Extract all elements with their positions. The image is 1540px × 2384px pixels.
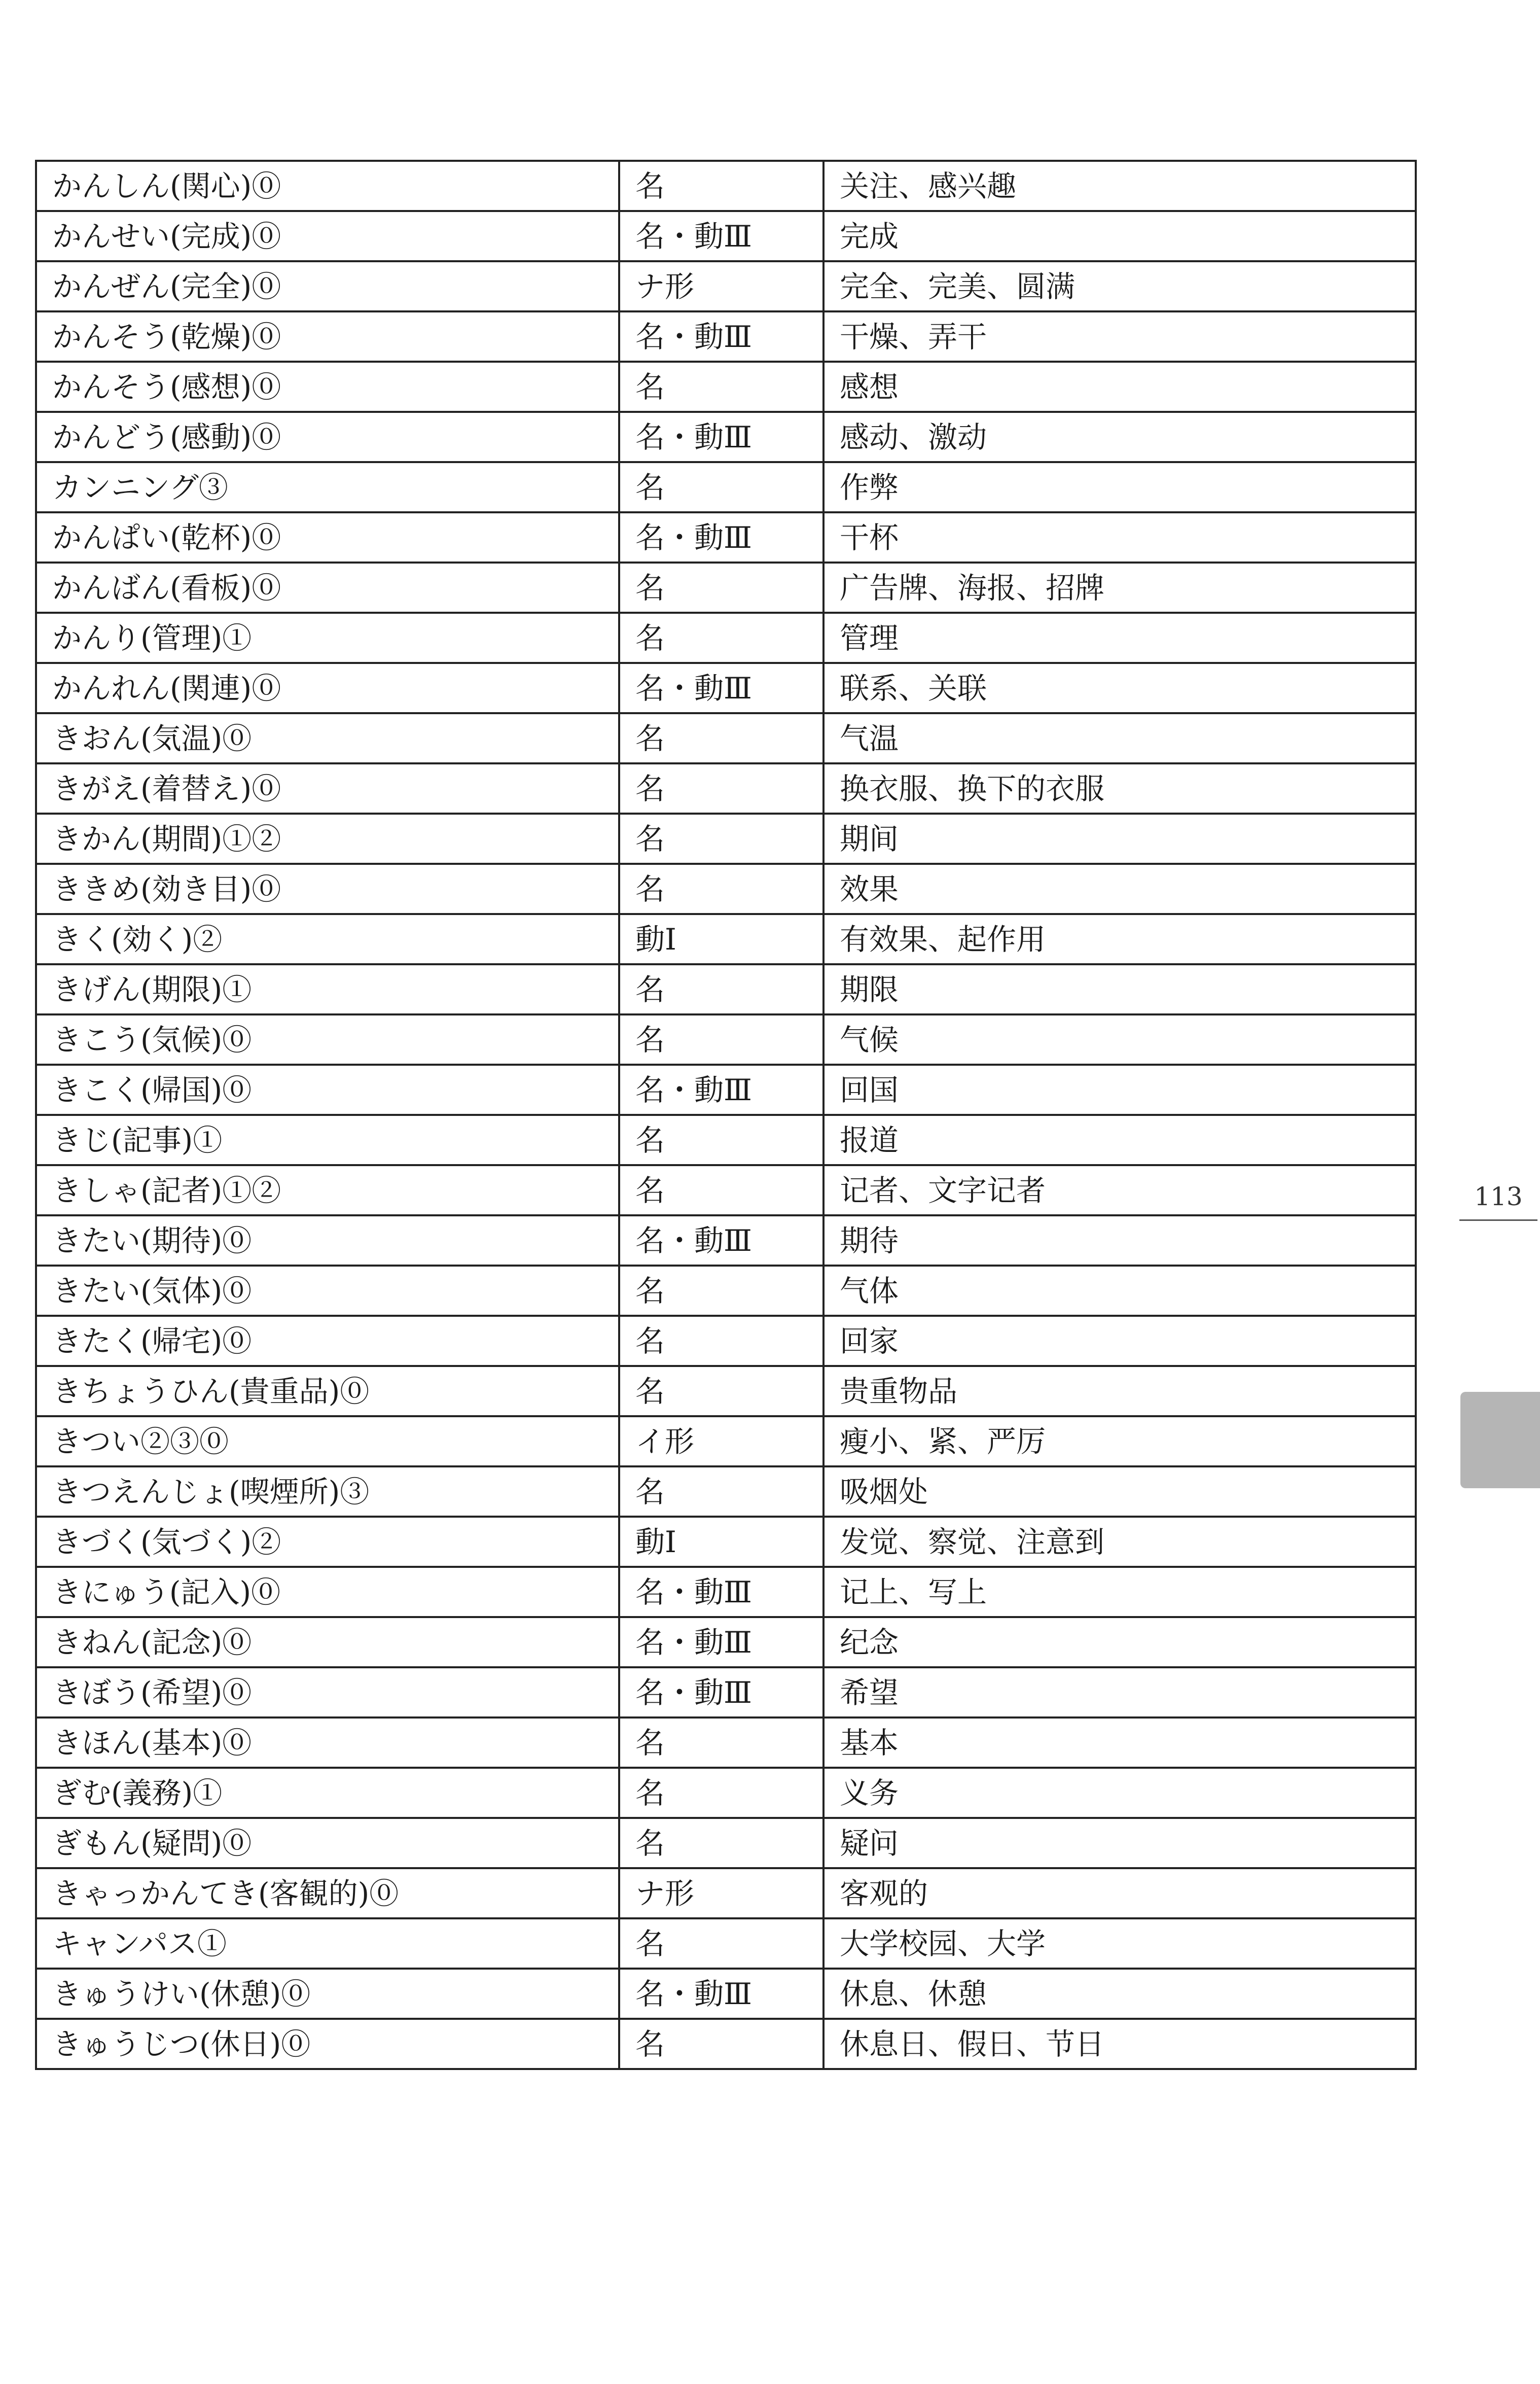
part-of-speech-cell: 名・動Ⅲ	[619, 512, 823, 563]
meaning-cell: 作弊	[823, 462, 1416, 512]
meaning-cell: 广告牌、海报、招牌	[823, 563, 1416, 613]
part-of-speech-cell: 名	[619, 814, 823, 864]
meaning-cell: 贵重物品	[823, 1366, 1416, 1416]
table-row	[36, 763, 1416, 814]
table-row	[36, 1617, 1416, 1667]
part-of-speech-cell: 名・動Ⅲ	[619, 412, 823, 462]
part-of-speech-cell: 名	[619, 763, 823, 814]
vocab-word-cell: きしゃ(記者)①②	[36, 1165, 619, 1215]
part-of-speech-cell: 名	[619, 1115, 823, 1165]
table-row	[36, 362, 1416, 412]
vocabulary-table-body	[36, 161, 1416, 2069]
meaning-cell: 发觉、察觉、注意到	[823, 1517, 1416, 1567]
part-of-speech-cell: 名	[619, 613, 823, 663]
part-of-speech-cell: 名・動Ⅲ	[619, 1065, 823, 1115]
part-of-speech-cell: 名	[619, 964, 823, 1014]
thumb-index-tab	[1460, 1392, 1540, 1488]
meaning-cell: 感想	[823, 362, 1416, 412]
vocab-word-cell: きほん(基本)⓪	[36, 1717, 619, 1768]
table-row	[36, 261, 1416, 311]
vocab-word-cell: きづく(気づく)②	[36, 1517, 619, 1567]
part-of-speech-cell: 名・動Ⅲ	[619, 1215, 823, 1266]
part-of-speech-cell: 動Ⅰ	[619, 1517, 823, 1567]
vocab-word-cell: きちょうひん(貴重品)⓪	[36, 1366, 619, 1416]
meaning-cell: 效果	[823, 864, 1416, 914]
part-of-speech-cell: 名・動Ⅲ	[619, 1969, 823, 2019]
meaning-cell: 感动、激动	[823, 412, 1416, 462]
table-row	[36, 1517, 1416, 1567]
vocab-word-cell: かんそう(感想)⓪	[36, 362, 619, 412]
vocab-word-cell: かんぱい(乾杯)⓪	[36, 512, 619, 563]
meaning-cell: 义务	[823, 1768, 1416, 1818]
vocab-word-cell: ぎむ(義務)①	[36, 1768, 619, 1818]
table-row	[36, 412, 1416, 462]
page-number-rule	[1459, 1219, 1537, 1221]
vocab-word-cell: ききめ(効き目)⓪	[36, 864, 619, 914]
table-row	[36, 462, 1416, 512]
vocab-word-cell: かんばん(看板)⓪	[36, 563, 619, 613]
table-row	[36, 512, 1416, 563]
vocab-word-cell: かんしん(関心)⓪	[36, 161, 619, 211]
vocab-word-cell: きく(効く)②	[36, 914, 619, 964]
part-of-speech-cell: ナ形	[619, 261, 823, 311]
vocab-word-cell: きにゅう(記入)⓪	[36, 1567, 619, 1617]
meaning-cell: 气体	[823, 1266, 1416, 1316]
meaning-cell: 期间	[823, 814, 1416, 864]
vocab-word-cell: かんせい(完成)⓪	[36, 211, 619, 261]
vocab-word-cell: きじ(記事)①	[36, 1115, 619, 1165]
vocab-word-cell: きゃっかんてき(客観的)⓪	[36, 1868, 619, 1918]
table-row	[36, 1416, 1416, 1466]
part-of-speech-cell: 名	[619, 713, 823, 763]
meaning-cell: 气候	[823, 1014, 1416, 1065]
vocab-word-cell: かんそう(乾燥)⓪	[36, 311, 619, 362]
vocab-word-cell: きねん(記念)⓪	[36, 1617, 619, 1667]
part-of-speech-cell: 名・動Ⅲ	[619, 1667, 823, 1717]
vocabulary-table	[35, 160, 1417, 2070]
vocab-word-cell: かんぜん(完全)⓪	[36, 261, 619, 311]
table-row	[36, 161, 1416, 211]
vocab-word-cell: きゅうじつ(休日)⓪	[36, 2019, 619, 2069]
meaning-cell: 联系、关联	[823, 663, 1416, 713]
table-row	[36, 964, 1416, 1014]
meaning-cell: 吸烟处	[823, 1466, 1416, 1517]
meaning-cell: 关注、感兴趣	[823, 161, 1416, 211]
vocab-word-cell: きぼう(希望)⓪	[36, 1667, 619, 1717]
vocab-word-cell: きつえんじょ(喫煙所)③	[36, 1466, 619, 1517]
part-of-speech-cell: 名	[619, 1014, 823, 1065]
part-of-speech-cell: 名	[619, 1768, 823, 1818]
part-of-speech-cell: 名	[619, 161, 823, 211]
table-row	[36, 1768, 1416, 1818]
part-of-speech-cell: 名・動Ⅲ	[619, 1617, 823, 1667]
part-of-speech-cell: 名・動Ⅲ	[619, 1567, 823, 1617]
part-of-speech-cell: 名	[619, 1818, 823, 1868]
vocab-word-cell: きこく(帰国)⓪	[36, 1065, 619, 1115]
table-row	[36, 1667, 1416, 1717]
meaning-cell: 换衣服、换下的衣服	[823, 763, 1416, 814]
meaning-cell: 纪念	[823, 1617, 1416, 1667]
vocab-word-cell: きがえ(着替え)⓪	[36, 763, 619, 814]
part-of-speech-cell: 名	[619, 462, 823, 512]
part-of-speech-cell: 名	[619, 1717, 823, 1768]
meaning-cell: 休息日、假日、节日	[823, 2019, 1416, 2069]
part-of-speech-cell: 名	[619, 2019, 823, 2069]
meaning-cell: 希望	[823, 1667, 1416, 1717]
vocab-word-cell: きつい②③⓪	[36, 1416, 619, 1466]
meaning-cell: 有效果、起作用	[823, 914, 1416, 964]
part-of-speech-cell: 名	[619, 1918, 823, 1969]
table-row	[36, 1717, 1416, 1768]
table-row	[36, 1868, 1416, 1918]
table-row	[36, 211, 1416, 261]
meaning-cell: 休息、休憩	[823, 1969, 1416, 2019]
part-of-speech-cell: 名・動Ⅲ	[619, 211, 823, 261]
vocab-word-cell: きげん(期限)①	[36, 964, 619, 1014]
meaning-cell: 期限	[823, 964, 1416, 1014]
part-of-speech-cell: 動Ⅰ	[619, 914, 823, 964]
meaning-cell: 记者、文字记者	[823, 1165, 1416, 1215]
part-of-speech-cell: 名	[619, 1165, 823, 1215]
meaning-cell: 干燥、弄干	[823, 311, 1416, 362]
table-row	[36, 1316, 1416, 1366]
vocab-word-cell: かんれん(関連)⓪	[36, 663, 619, 713]
meaning-cell: 期待	[823, 1215, 1416, 1266]
meaning-cell: 回国	[823, 1065, 1416, 1115]
meaning-cell: 管理	[823, 613, 1416, 663]
table-row	[36, 713, 1416, 763]
vocab-word-cell: きかん(期間)①②	[36, 814, 619, 864]
table-row	[36, 1266, 1416, 1316]
meaning-cell: 报道	[823, 1115, 1416, 1165]
vocab-word-cell: きこう(気候)⓪	[36, 1014, 619, 1065]
table-row	[36, 1567, 1416, 1617]
vocab-word-cell: キャンパス①	[36, 1918, 619, 1969]
part-of-speech-cell: 名・動Ⅲ	[619, 311, 823, 362]
table-row	[36, 914, 1416, 964]
table-row	[36, 1466, 1416, 1517]
meaning-cell: 客观的	[823, 1868, 1416, 1918]
meaning-cell: 疑问	[823, 1818, 1416, 1868]
part-of-speech-cell: 名	[619, 1316, 823, 1366]
table-row	[36, 1165, 1416, 1215]
table-row	[36, 1215, 1416, 1266]
meaning-cell: 记上、写上	[823, 1567, 1416, 1617]
vocab-word-cell: かんどう(感動)⓪	[36, 412, 619, 462]
meaning-cell: 瘦小、紧、严厉	[823, 1416, 1416, 1466]
table-row	[36, 1014, 1416, 1065]
table-row	[36, 864, 1416, 914]
meaning-cell: 完全、完美、圆满	[823, 261, 1416, 311]
table-row	[36, 663, 1416, 713]
page-number: 113	[1474, 1182, 1523, 1211]
table-row	[36, 1918, 1416, 1969]
vocab-word-cell: カンニング③	[36, 462, 619, 512]
part-of-speech-cell: 名・動Ⅲ	[619, 663, 823, 713]
part-of-speech-cell: イ形	[619, 1416, 823, 1466]
table-row	[36, 311, 1416, 362]
meaning-cell: 基本	[823, 1717, 1416, 1768]
table-row	[36, 1969, 1416, 2019]
table-row	[36, 563, 1416, 613]
part-of-speech-cell: ナ形	[619, 1868, 823, 1918]
part-of-speech-cell: 名	[619, 362, 823, 412]
vocab-word-cell: きおん(気温)⓪	[36, 713, 619, 763]
meaning-cell: 干杯	[823, 512, 1416, 563]
table-row	[36, 814, 1416, 864]
vocab-word-cell: かんり(管理)①	[36, 613, 619, 663]
vocab-word-cell: きたい(期待)⓪	[36, 1215, 619, 1266]
table-row	[36, 2019, 1416, 2069]
vocab-word-cell: きたく(帰宅)⓪	[36, 1316, 619, 1366]
meaning-cell: 气温	[823, 713, 1416, 763]
table-row	[36, 613, 1416, 663]
vocab-word-cell: きたい(気体)⓪	[36, 1266, 619, 1316]
vocab-word-cell: きゅうけい(休憩)⓪	[36, 1969, 619, 2019]
part-of-speech-cell: 名	[619, 1366, 823, 1416]
table-row	[36, 1366, 1416, 1416]
part-of-speech-cell: 名	[619, 1266, 823, 1316]
vocab-word-cell: ぎもん(疑問)⓪	[36, 1818, 619, 1868]
meaning-cell: 回家	[823, 1316, 1416, 1366]
part-of-speech-cell: 名	[619, 563, 823, 613]
meaning-cell: 完成	[823, 211, 1416, 261]
table-row	[36, 1115, 1416, 1165]
part-of-speech-cell: 名	[619, 1466, 823, 1517]
table-row	[36, 1065, 1416, 1115]
meaning-cell: 大学校园、大学	[823, 1918, 1416, 1969]
table-row	[36, 1818, 1416, 1868]
part-of-speech-cell: 名	[619, 864, 823, 914]
